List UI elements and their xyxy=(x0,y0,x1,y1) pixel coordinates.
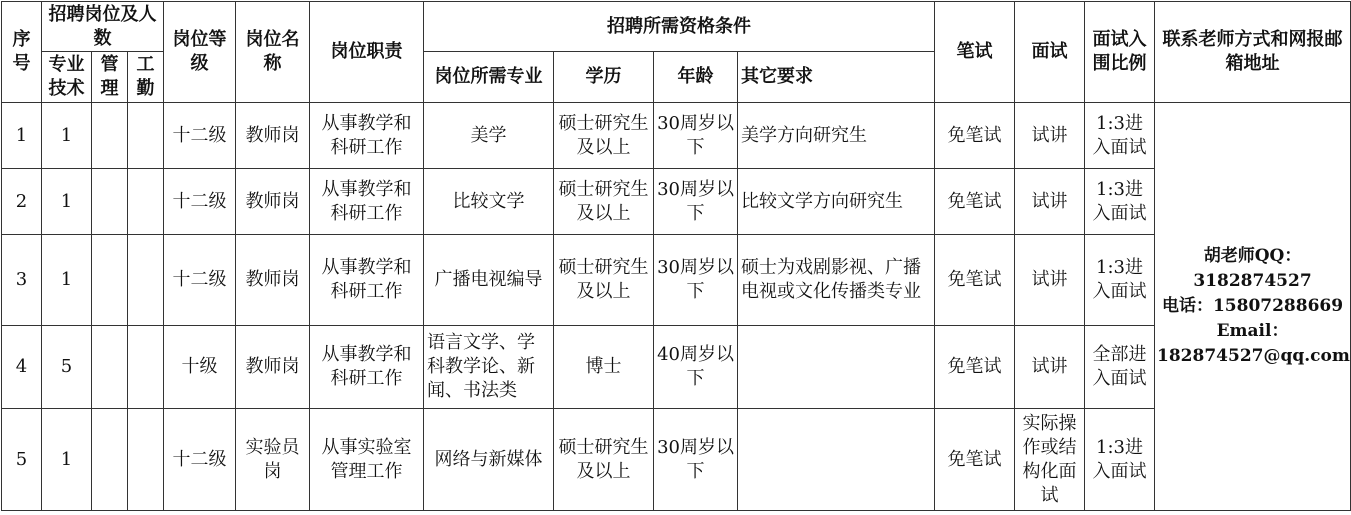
cell-duty: 从事教学和科研工作 xyxy=(310,169,424,235)
cell-tech: 1 xyxy=(42,235,92,326)
cell-mgmt xyxy=(92,409,128,511)
cell-work xyxy=(128,326,164,409)
header-tech: 专业技术 xyxy=(42,52,92,103)
cell-post: 教师岗 xyxy=(236,326,310,409)
cell-work xyxy=(128,169,164,235)
cell-seq: 4 xyxy=(2,326,42,409)
cell-post: 教师岗 xyxy=(236,235,310,326)
cell-duty: 从事教学和科研工作 xyxy=(310,103,424,169)
header-grade: 岗位等级 xyxy=(164,2,236,103)
cell-seq: 2 xyxy=(2,169,42,235)
header-seq: 序号 xyxy=(2,2,42,103)
cell-grade: 十二级 xyxy=(164,169,236,235)
contact-qq: 3182874527 xyxy=(1193,271,1312,291)
cell-post: 教师岗 xyxy=(236,169,310,235)
header-ratio: 面试入围比例 xyxy=(1085,2,1155,103)
header-duty: 岗位职责 xyxy=(310,2,424,103)
cell-tech: 1 xyxy=(42,409,92,511)
cell-age: 30周岁以下 xyxy=(654,409,738,511)
header-headcount: 招聘岗位及人数 xyxy=(42,2,164,52)
cell-mgmt xyxy=(92,326,128,409)
cell-interview: 试讲 xyxy=(1015,235,1085,326)
table-row xyxy=(2,326,1351,409)
cell-ratio: 1:3进入面试 xyxy=(1085,103,1155,169)
contact-cell xyxy=(1155,103,1351,511)
contact-name: 胡老师QQ： xyxy=(1203,246,1302,266)
cell-tech: 1 xyxy=(42,103,92,169)
cell-edu: 硕士研究生及以上 xyxy=(554,169,654,235)
header-age: 年龄 xyxy=(654,52,738,103)
cell-seq: 5 xyxy=(2,409,42,511)
header-major: 岗位所需专业 xyxy=(424,52,554,103)
cell-ratio: 1:3进入面试 xyxy=(1085,409,1155,511)
header-requirements: 招聘所需资格条件 xyxy=(424,2,935,52)
header-other: 其它要求 xyxy=(738,52,935,103)
header-interview: 面试 xyxy=(1015,2,1085,103)
header-edu: 学历 xyxy=(554,52,654,103)
cell-work xyxy=(128,103,164,169)
cell-interview: 试讲 xyxy=(1015,326,1085,409)
cell-written: 免笔试 xyxy=(935,235,1015,326)
cell-other xyxy=(738,409,935,511)
table-row xyxy=(2,103,1351,169)
cell-age: 40周岁以下 xyxy=(654,326,738,409)
contact-email-label: Email： xyxy=(1216,321,1289,341)
cell-age: 30周岁以下 xyxy=(654,235,738,326)
cell-other xyxy=(738,326,935,409)
cell-edu: 硕士研究生及以上 xyxy=(554,409,654,511)
cell-grade: 十二级 xyxy=(164,409,236,511)
cell-grade: 十二级 xyxy=(164,235,236,326)
cell-major: 网络与新媒体 xyxy=(424,409,554,511)
header-written: 笔试 xyxy=(935,2,1015,103)
table-row xyxy=(2,409,1351,511)
cell-interview: 试讲 xyxy=(1015,169,1085,235)
table-row xyxy=(2,169,1351,235)
table-row xyxy=(2,235,1351,326)
cell-written: 免笔试 xyxy=(935,103,1015,169)
cell-work xyxy=(128,409,164,511)
cell-age: 30周岁以下 xyxy=(654,103,738,169)
cell-interview: 试讲 xyxy=(1015,103,1085,169)
cell-post: 教师岗 xyxy=(236,103,310,169)
header-mgmt: 管理 xyxy=(92,52,128,103)
cell-other: 硕士为戏剧影视、广播电视或文化传播类专业 xyxy=(738,235,935,326)
cell-major: 美学 xyxy=(424,103,554,169)
cell-edu: 硕士研究生及以上 xyxy=(554,235,654,326)
cell-work xyxy=(128,235,164,326)
cell-post: 实验员岗 xyxy=(236,409,310,511)
cell-ratio: 全部进入面试 xyxy=(1085,326,1155,409)
cell-seq: 1 xyxy=(2,103,42,169)
cell-major: 语言文学、学科教学论、新闻、书法类 xyxy=(424,326,554,409)
cell-edu: 博士 xyxy=(554,326,654,409)
cell-written: 免笔试 xyxy=(935,169,1015,235)
cell-grade: 十级 xyxy=(164,326,236,409)
cell-other: 比较文学方向研究生 xyxy=(738,169,935,235)
cell-tech: 1 xyxy=(42,169,92,235)
cell-ratio: 1:3进入面试 xyxy=(1085,169,1155,235)
cell-major: 比较文学 xyxy=(424,169,554,235)
header-row-1 xyxy=(2,2,1351,52)
cell-written: 免笔试 xyxy=(935,409,1015,511)
cell-age: 30周岁以下 xyxy=(654,169,738,235)
cell-major: 广播电视编导 xyxy=(424,235,554,326)
cell-mgmt xyxy=(92,103,128,169)
header-work: 工勤 xyxy=(128,52,164,103)
cell-duty: 从事教学和科研工作 xyxy=(310,326,424,409)
cell-ratio: 1:3进入面试 xyxy=(1085,235,1155,326)
contact-phone: 电话：15807288669 xyxy=(1161,296,1344,316)
recruitment-table xyxy=(1,1,1351,511)
cell-mgmt xyxy=(92,235,128,326)
cell-tech: 5 xyxy=(42,326,92,409)
cell-duty: 从事教学和科研工作 xyxy=(310,235,424,326)
cell-written: 免笔试 xyxy=(935,326,1015,409)
cell-interview: 实际操作或结构化面试 xyxy=(1015,409,1085,511)
cell-mgmt xyxy=(92,169,128,235)
cell-seq: 3 xyxy=(2,235,42,326)
header-contact: 联系老师方式和网报邮箱地址 xyxy=(1155,2,1351,103)
cell-other: 美学方向研究生 xyxy=(738,103,935,169)
cell-grade: 十二级 xyxy=(164,103,236,169)
cell-duty: 从事实验室管理工作 xyxy=(310,409,424,511)
cell-edu: 硕士研究生及以上 xyxy=(554,103,654,169)
contact-email[interactable]: 182874527@qq.com xyxy=(1157,346,1350,366)
header-post-name: 岗位名称 xyxy=(236,2,310,103)
